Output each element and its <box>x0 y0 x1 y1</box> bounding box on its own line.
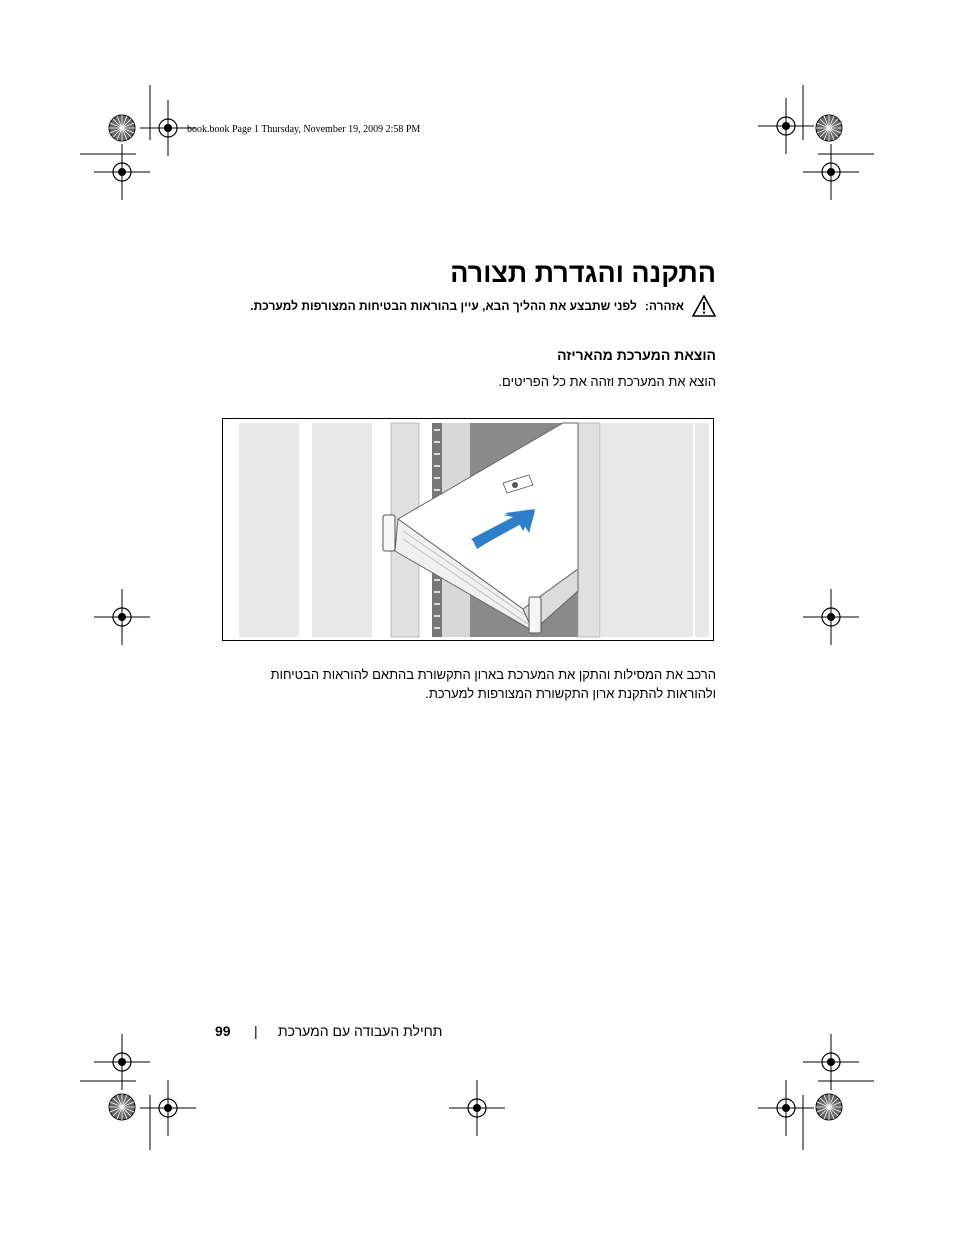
color-registration-icon <box>816 115 842 141</box>
warning-triangle-icon <box>692 295 716 317</box>
registration-crosshair-icon <box>803 144 859 200</box>
illustration-drawing <box>223 419 713 640</box>
footer-separator: | <box>254 1023 258 1039</box>
registration-crosshair-icon <box>94 1034 150 1090</box>
registration-crosshair-icon <box>140 1080 196 1136</box>
color-registration-icon <box>109 1094 135 1120</box>
registration-crosshair-icon <box>803 589 859 645</box>
warning-text: לפני שתבצע את ההליך הבא, עיין בהוראות הבטיחות המצורפות למערכת. <box>250 299 637 313</box>
print-metadata-line: book.book Page 1 Thursday, November 19, 2009 2:58 PM <box>187 124 421 135</box>
registration-crosshair-icon <box>449 1080 505 1136</box>
section-heading: הוצאת המערכת מהאריזה <box>557 347 716 363</box>
registration-crosshair-icon <box>758 1080 814 1136</box>
warning-notice <box>250 295 716 317</box>
page-number: 99 <box>215 1023 231 1039</box>
registration-crosshair-icon <box>94 589 150 645</box>
registration-crosshair-icon <box>94 144 150 200</box>
instructions-line-1: הרכב את המסילות והתקן את המערכת בארון התקשורת בהתאם להוראות הבטיחות <box>270 667 716 682</box>
registration-crosshair-icon <box>803 1034 859 1090</box>
color-registration-icon <box>109 115 135 141</box>
color-registration-icon <box>816 1094 842 1120</box>
registration-crosshair-icon <box>758 98 814 154</box>
section-intro: הוצא את המערכת וזהה את כל הפריטים. <box>498 374 716 389</box>
instructions-line-2: ולהוראות להתקנת ארון התקשורת המצורפות למערכת. <box>425 686 716 701</box>
warning-label: אזהרה: <box>644 299 684 313</box>
chapter-title: תחילת העבודה עם המערכת <box>278 1023 443 1039</box>
page-title: התקנה והגדרת תצורה <box>450 258 716 288</box>
server-rack-install-illustration <box>222 418 714 641</box>
